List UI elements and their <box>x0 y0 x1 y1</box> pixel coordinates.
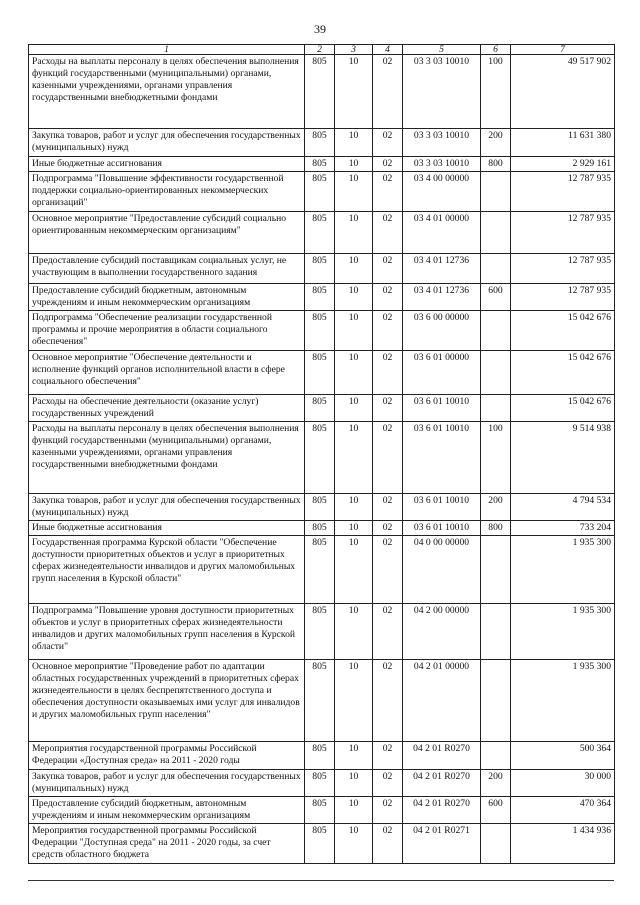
amount: 9 514 938 <box>511 422 615 494</box>
ministry-code: 805 <box>305 157 335 172</box>
expense-type-code <box>481 536 511 604</box>
ministry-code: 805 <box>305 311 335 351</box>
section-code: 10 <box>335 254 373 284</box>
subsection-code: 02 <box>373 351 403 395</box>
ministry-code: 805 <box>305 129 335 157</box>
subsection-code: 02 <box>373 172 403 212</box>
item-name: Предоставление субсидий поставщикам социальных услуг, не участвующим в выполнении государственного задания <box>29 254 305 284</box>
subsection-code: 02 <box>373 254 403 284</box>
section-code: 10 <box>335 660 373 742</box>
col-header-2: 2 <box>305 45 335 55</box>
ministry-code: 805 <box>305 824 335 864</box>
item-name: Расходы на выплаты персоналу в целях обеспечения выполнения функций государственными (муниципальными) органами, казенными учреждениями, органами управления государственными внебюджетными фондами <box>29 422 305 494</box>
amount: 1 935 300 <box>511 660 615 742</box>
table-row <box>29 351 615 395</box>
ministry-code: 805 <box>305 422 335 494</box>
expense-type-code: 100 <box>481 422 511 494</box>
ministry-code: 805 <box>305 770 335 797</box>
target-article-code: 04 2 01 00000 <box>403 660 481 742</box>
table-row <box>29 311 615 351</box>
section-code: 10 <box>335 311 373 351</box>
item-name: Мероприятия государственной программы Российской Федерации «Доступная среда» на 2011 - 2020 годы <box>29 742 305 770</box>
target-article-code: 03 6 00 00000 <box>403 311 481 351</box>
table-row <box>29 55 615 129</box>
table-row <box>29 129 615 157</box>
amount: 12 787 935 <box>511 212 615 254</box>
item-name: Закупка товаров, работ и услуг для обеспечения государственных (муниципальных) нужд <box>29 770 305 797</box>
expense-type-code <box>481 742 511 770</box>
expense-type-code: 800 <box>481 521 511 536</box>
ministry-code: 805 <box>305 212 335 254</box>
subsection-code: 02 <box>373 797 403 824</box>
subsection-code: 02 <box>373 129 403 157</box>
target-article-code: 03 3 03 10010 <box>403 55 481 129</box>
ministry-code: 805 <box>305 55 335 129</box>
amount: 12 787 935 <box>511 284 615 311</box>
amount: 2 929 161 <box>511 157 615 172</box>
table-row <box>29 157 615 172</box>
col-header-7: 7 <box>511 45 615 55</box>
ministry-code: 805 <box>305 742 335 770</box>
target-article-code: 03 3 03 10010 <box>403 129 481 157</box>
item-name: Подпрограмма "Обеспечение реализации государственной программы и прочие мероприятия в области социального обеспечения" <box>29 311 305 351</box>
item-name: Расходы на обеспечение деятельности (оказание услуг) государственных учреждений <box>29 395 305 422</box>
ministry-code: 805 <box>305 254 335 284</box>
expense-type-code: 200 <box>481 129 511 157</box>
item-name: Государственная программа Курской области "Обеспечение доступности приоритетных объектов и услуг в приоритетных сферах жизнедеятельности инвалидов и других маломобильных групп населения в Курской области" <box>29 536 305 604</box>
budget-table <box>28 44 615 864</box>
subsection-code: 02 <box>373 604 403 660</box>
item-name: Закупка товаров, работ и услуг для обеспечения государственных (муниципальных) нужд <box>29 494 305 521</box>
section-code: 10 <box>335 494 373 521</box>
subsection-code: 02 <box>373 742 403 770</box>
amount: 1 935 300 <box>511 604 615 660</box>
item-name: Предоставление субсидий бюджетным, автономным учреждениям и иным некоммерческим организациям <box>29 284 305 311</box>
table-row <box>29 254 615 284</box>
item-name: Основное мероприятие "Проведение работ по адаптации областных государственных учреждений в приоритетных сферах жизнедеятельности в целях беспрепятственного доступа и обеспечения доступности оказываемых ими услуг для инвалидов и других маломобильных групп населения" <box>29 660 305 742</box>
amount: 1 935 300 <box>511 536 615 604</box>
table-row <box>29 824 615 864</box>
expense-type-code: 200 <box>481 494 511 521</box>
table-row <box>29 172 615 212</box>
section-code: 10 <box>335 742 373 770</box>
item-name: Мероприятия государственной программы Российской Федерации "Доступная среда" на 2011 - 2020 годы, за счет средств областного бюджета <box>29 824 305 864</box>
table-row <box>29 212 615 254</box>
target-article-code: 03 4 00 00000 <box>403 172 481 212</box>
subsection-code: 02 <box>373 494 403 521</box>
item-name: Подпрограмма "Повышение уровня доступности приоритетных объектов и услуг в приоритетных сферах жизнедеятельности инвалидов и других маломобильных групп населения в Курской области" <box>29 604 305 660</box>
target-article-code: 03 6 01 10010 <box>403 395 481 422</box>
expense-type-code <box>481 604 511 660</box>
section-code: 10 <box>335 157 373 172</box>
subsection-code: 02 <box>373 770 403 797</box>
item-name: Основное мероприятие "Предоставление субсидий социально ориентированным некоммерческим организациям" <box>29 212 305 254</box>
expense-type-code: 200 <box>481 770 511 797</box>
target-article-code: 03 6 01 10010 <box>403 521 481 536</box>
amount: 49 517 902 <box>511 55 615 129</box>
section-code: 10 <box>335 351 373 395</box>
amount: 12 787 935 <box>511 254 615 284</box>
table-header-row <box>29 45 615 55</box>
section-code: 10 <box>335 536 373 604</box>
subsection-code: 02 <box>373 536 403 604</box>
item-name: Подпрограмма "Повышение эффективности государственной поддержки социально-ориентированных некоммерческих организаций" <box>29 172 305 212</box>
target-article-code: 04 2 01 R0270 <box>403 797 481 824</box>
subsection-code: 02 <box>373 660 403 742</box>
target-article-code: 03 4 01 12736 <box>403 254 481 284</box>
subsection-code: 02 <box>373 521 403 536</box>
col-header-6: 6 <box>481 45 511 55</box>
ministry-code: 805 <box>305 521 335 536</box>
expense-type-code <box>481 172 511 212</box>
table-row <box>29 521 615 536</box>
amount: 470 364 <box>511 797 615 824</box>
subsection-code: 02 <box>373 824 403 864</box>
ministry-code: 805 <box>305 395 335 422</box>
table-row <box>29 660 615 742</box>
item-name: Иные бюджетные ассигнования <box>29 157 305 172</box>
table-row <box>29 742 615 770</box>
subsection-code: 02 <box>373 311 403 351</box>
table-row <box>29 536 615 604</box>
subsection-code: 02 <box>373 284 403 311</box>
ministry-code: 805 <box>305 536 335 604</box>
subsection-code: 02 <box>373 422 403 494</box>
section-code: 10 <box>335 129 373 157</box>
amount: 500 364 <box>511 742 615 770</box>
section-code: 10 <box>335 55 373 129</box>
page-bottom-divider <box>28 880 614 881</box>
ministry-code: 805 <box>305 494 335 521</box>
page-number: 39 <box>314 22 326 36</box>
amount: 4 794 534 <box>511 494 615 521</box>
table-row <box>29 604 615 660</box>
section-code: 10 <box>335 395 373 422</box>
ministry-code: 805 <box>305 284 335 311</box>
expense-type-code <box>481 254 511 284</box>
amount: 12 787 935 <box>511 172 615 212</box>
subsection-code: 02 <box>373 212 403 254</box>
amount: 30 000 <box>511 770 615 797</box>
table-row <box>29 284 615 311</box>
expense-type-code <box>481 311 511 351</box>
expense-type-code: 800 <box>481 157 511 172</box>
target-article-code: 04 2 01 R0271 <box>403 824 481 864</box>
target-article-code: 04 2 01 R0270 <box>403 742 481 770</box>
target-article-code: 03 6 01 00000 <box>403 351 481 395</box>
subsection-code: 02 <box>373 55 403 129</box>
section-code: 10 <box>335 284 373 311</box>
target-article-code: 03 4 01 00000 <box>403 212 481 254</box>
table-row <box>29 422 615 494</box>
section-code: 10 <box>335 172 373 212</box>
amount: 15 042 676 <box>511 395 615 422</box>
item-name: Основное мероприятие "Обеспечение деятельности и исполнение функций органов исполнительной власти в сфере социального обеспечения" <box>29 351 305 395</box>
section-code: 10 <box>335 797 373 824</box>
ministry-code: 805 <box>305 604 335 660</box>
target-article-code: 04 2 01 R0270 <box>403 770 481 797</box>
subsection-code: 02 <box>373 157 403 172</box>
target-article-code: 03 3 03 10010 <box>403 157 481 172</box>
item-name: Иные бюджетные ассигнования <box>29 521 305 536</box>
col-header-1: 1 <box>29 45 305 55</box>
target-article-code: 04 2 00 00000 <box>403 604 481 660</box>
subsection-code: 02 <box>373 395 403 422</box>
section-code: 10 <box>335 422 373 494</box>
ministry-code: 805 <box>305 660 335 742</box>
table-row <box>29 770 615 797</box>
col-header-3: 3 <box>335 45 373 55</box>
table-row <box>29 494 615 521</box>
section-code: 10 <box>335 770 373 797</box>
table-row <box>29 395 615 422</box>
expense-type-code: 600 <box>481 797 511 824</box>
section-code: 10 <box>335 521 373 536</box>
expense-type-code <box>481 212 511 254</box>
col-header-4: 4 <box>373 45 403 55</box>
item-name: Предоставление субсидий бюджетным, автономным учреждениям и иным некоммерческим организациям <box>29 797 305 824</box>
expense-type-code <box>481 660 511 742</box>
ministry-code: 805 <box>305 172 335 212</box>
table-row <box>29 797 615 824</box>
target-article-code: 03 6 01 10010 <box>403 494 481 521</box>
ministry-code: 805 <box>305 351 335 395</box>
expense-type-code <box>481 351 511 395</box>
amount: 11 631 380 <box>511 129 615 157</box>
expense-type-code: 100 <box>481 55 511 129</box>
section-code: 10 <box>335 604 373 660</box>
item-name: Закупка товаров, работ и услуг для обеспечения государственных (муниципальных) нужд <box>29 129 305 157</box>
target-article-code: 03 6 01 10010 <box>403 422 481 494</box>
expense-type-code <box>481 395 511 422</box>
target-article-code: 03 4 01 12736 <box>403 284 481 311</box>
expense-type-code: 600 <box>481 284 511 311</box>
target-article-code: 04 0 00 00000 <box>403 536 481 604</box>
amount: 15 042 676 <box>511 351 615 395</box>
expense-type-code <box>481 824 511 864</box>
amount: 1 434 936 <box>511 824 615 864</box>
amount: 733 204 <box>511 521 615 536</box>
section-code: 10 <box>335 212 373 254</box>
ministry-code: 805 <box>305 797 335 824</box>
col-header-5: 5 <box>403 45 481 55</box>
section-code: 10 <box>335 824 373 864</box>
amount: 15 042 676 <box>511 311 615 351</box>
item-name: Расходы на выплаты персоналу в целях обеспечения выполнения функций государственными (муниципальными) органами, казенными учреждениями, органами управления государственными внебюджетными фондами <box>29 55 305 129</box>
